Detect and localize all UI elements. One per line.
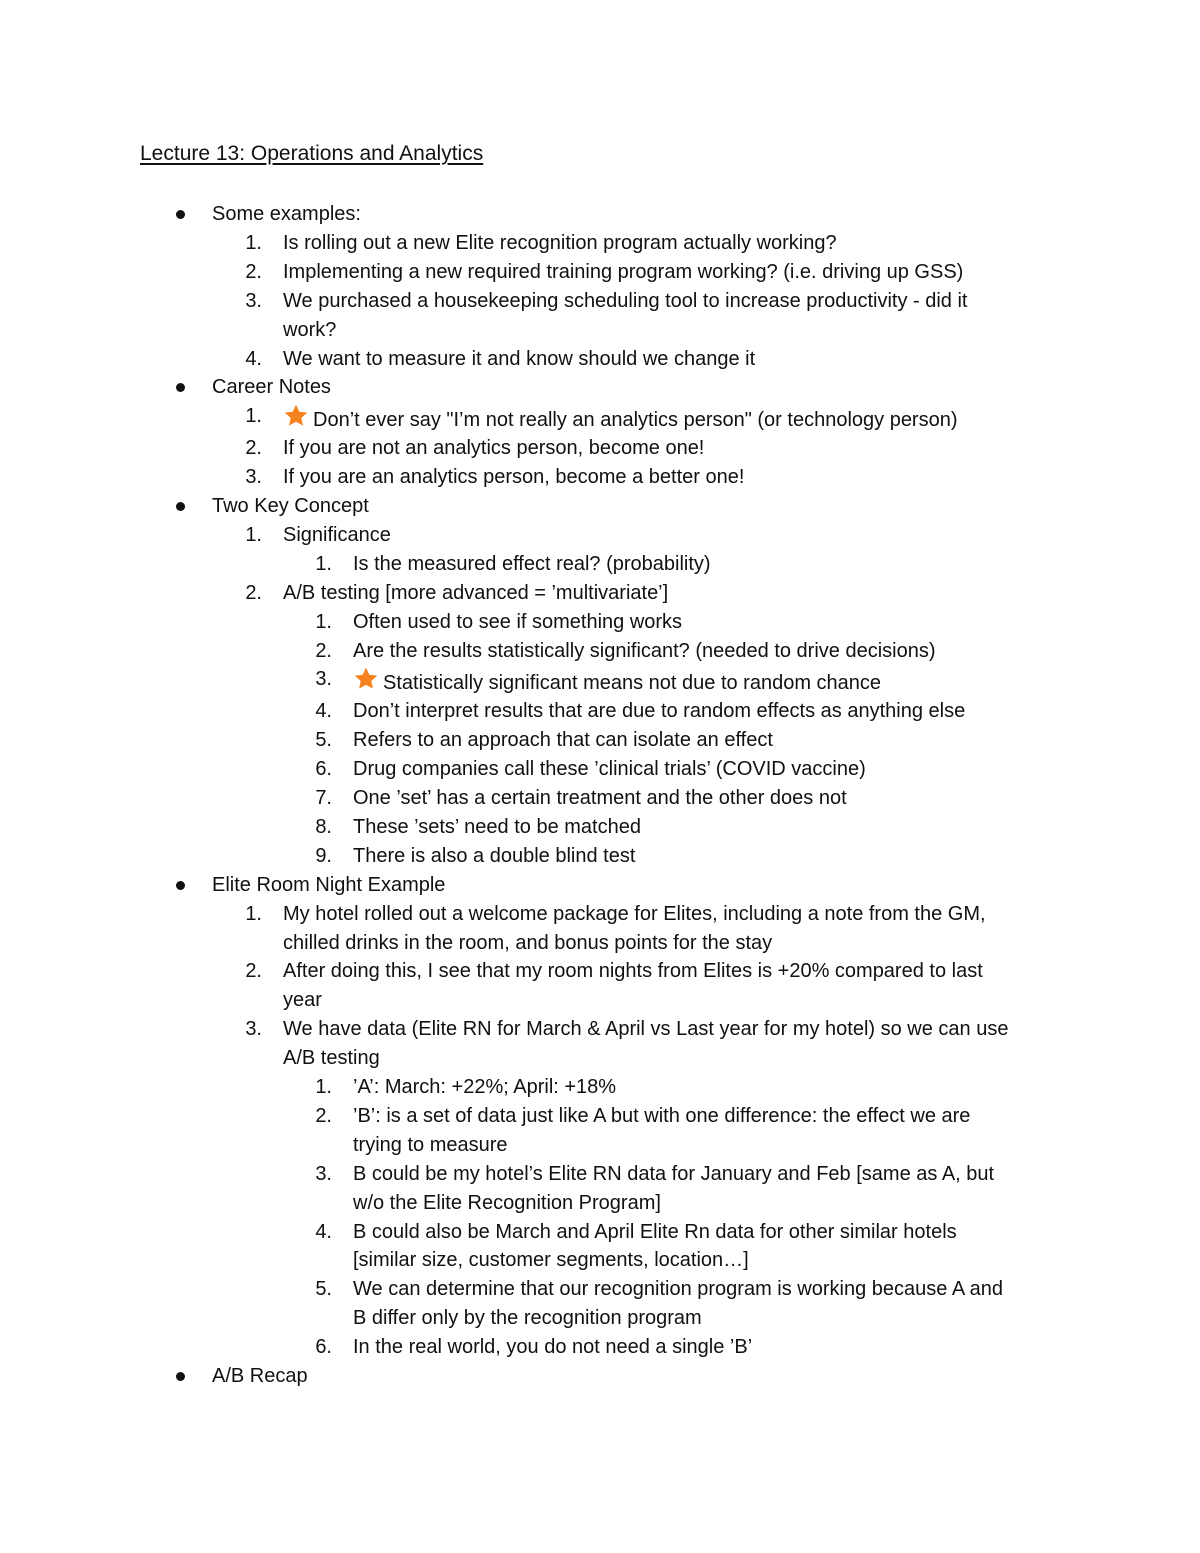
list-number: 3. bbox=[245, 289, 262, 312]
list-item-text: After doing this, I see that my room nights from Elites is +20% compared to last bbox=[283, 960, 983, 983]
list-number: 1. bbox=[315, 610, 332, 633]
list-number: 2. bbox=[245, 437, 262, 460]
section-heading-text: Elite Room Night Example bbox=[212, 873, 446, 896]
list-number: 2. bbox=[245, 960, 262, 983]
sub-list-item bbox=[353, 814, 641, 840]
list-number: 1. bbox=[245, 902, 262, 925]
bullet-icon bbox=[176, 210, 185, 219]
section-heading bbox=[212, 872, 445, 898]
sub-list-item bbox=[353, 551, 711, 577]
list-number: 4. bbox=[315, 1220, 332, 1243]
list-item bbox=[283, 435, 704, 461]
bullet-icon bbox=[176, 383, 185, 392]
sub-list-item-continuation-text: w/o the Elite Recognition Program] bbox=[353, 1191, 661, 1214]
page-title: Lecture 13: Operations and Analytics bbox=[140, 142, 484, 165]
list-number: 1. bbox=[245, 231, 262, 254]
sub-list-item-continuation bbox=[353, 1247, 749, 1273]
list-item-text: Implementing a new required training program working? (i.e. driving up GSS) bbox=[283, 260, 964, 283]
list-number: 1. bbox=[245, 523, 262, 546]
section-heading bbox=[212, 493, 369, 519]
list-item bbox=[283, 901, 986, 927]
list-number: 1. bbox=[245, 405, 262, 428]
sub-list-item-continuation bbox=[353, 1305, 702, 1331]
list-number: 1. bbox=[315, 1076, 332, 1098]
sub-list-item-text: ’A’: March: +22%; April: +18% bbox=[353, 1076, 617, 1098]
list-item bbox=[283, 464, 744, 490]
sub-list-item-text: Often used to see if something works bbox=[353, 610, 683, 633]
list-number: 1. bbox=[315, 552, 332, 575]
list-number: 3. bbox=[315, 668, 332, 691]
list-number: 6. bbox=[315, 1336, 332, 1359]
list-item-text: If you are not an analytics person, become one! bbox=[283, 437, 705, 460]
sub-list-item-text: Statistically significant means not due to random chance bbox=[383, 672, 882, 695]
list-item bbox=[283, 259, 963, 285]
bullet-icon bbox=[176, 1372, 185, 1381]
list-number: 3. bbox=[245, 1018, 262, 1041]
list-item-continuation bbox=[283, 317, 336, 343]
star-icon bbox=[353, 666, 379, 692]
sub-list-item-continuation-text: [similar size, customer segments, location…] bbox=[353, 1249, 749, 1272]
sub-list-item bbox=[353, 785, 847, 811]
sub-list-item-continuation-text: trying to measure bbox=[353, 1133, 508, 1156]
sub-list-item bbox=[353, 666, 882, 695]
section-heading-text: A/B Recap bbox=[212, 1365, 308, 1387]
sub-list-item-text: B could also be March and April Elite Rn data for other similar hotels bbox=[353, 1220, 957, 1243]
sub-list-item-text: ’B’: is a set of data just like A but with one difference: the effect we are bbox=[353, 1104, 971, 1127]
list-item-continuation bbox=[283, 930, 772, 956]
list-number: 3. bbox=[245, 466, 262, 489]
section-heading bbox=[212, 374, 331, 400]
list-number: 8. bbox=[315, 815, 332, 838]
list-item-continuation-text: work? bbox=[283, 318, 337, 341]
list-item bbox=[283, 522, 391, 548]
sub-list-item-text: Are the results statistically significant? (needed to drive decisions) bbox=[353, 639, 936, 662]
list-item-text: We want to measure it and know should we change it bbox=[283, 347, 756, 370]
star-icon bbox=[283, 403, 309, 429]
sub-list-item-text: There is also a double blind test bbox=[353, 844, 636, 867]
sub-list-item-continuation bbox=[353, 1132, 508, 1158]
sub-list-item-text: Refers to an approach that can isolate an effect bbox=[353, 729, 773, 752]
list-number: 9. bbox=[315, 844, 332, 867]
section-heading-text: Career Notes bbox=[212, 376, 331, 399]
sub-list-item-text: One ’set’ has a certain treatment and the other does not bbox=[353, 787, 847, 809]
list-number: 5. bbox=[315, 729, 332, 752]
sub-list-item-text: Drug companies call these ’clinical trials’ (COVID vaccine) bbox=[353, 758, 866, 781]
list-item-text: Don’t ever say "I’m not really an analytics person" (or technology person) bbox=[313, 409, 958, 432]
list-item bbox=[283, 1016, 1008, 1042]
list-item bbox=[283, 958, 983, 984]
sub-list-item bbox=[353, 1103, 970, 1129]
list-item-text: Significance bbox=[283, 523, 391, 546]
bullet-icon bbox=[176, 881, 185, 890]
list-item-continuation-text: A/B testing bbox=[283, 1047, 380, 1070]
list-number: 2. bbox=[315, 1104, 332, 1127]
sub-list-item-continuation bbox=[353, 1190, 661, 1216]
sub-list-item bbox=[353, 1334, 752, 1360]
sub-list-item bbox=[353, 756, 866, 782]
list-item bbox=[283, 346, 755, 372]
sub-list-item bbox=[353, 609, 682, 635]
sub-list-item-continuation-text: B differ only by the recognition program bbox=[353, 1307, 702, 1330]
section-heading-text: Two Key Concept bbox=[212, 495, 369, 517]
sub-list-item-text: Don’t interpret results that are due to random effects as anything else bbox=[353, 700, 966, 723]
list-item bbox=[283, 403, 958, 432]
list-number: 4. bbox=[315, 700, 332, 723]
sub-list-item-text: Is the measured effect real? (probability) bbox=[353, 552, 711, 575]
sub-list-item bbox=[353, 843, 635, 869]
list-number: 2. bbox=[315, 639, 332, 662]
list-item-text: A/B testing [more advanced = ’multivariate’] bbox=[283, 581, 669, 604]
list-item bbox=[283, 230, 837, 256]
list-number: 5. bbox=[315, 1278, 332, 1301]
list-item-continuation-text: year bbox=[283, 989, 322, 1012]
list-item bbox=[283, 288, 967, 314]
section-heading bbox=[212, 1363, 308, 1389]
sub-list-item-text: These ’sets’ need to be matched bbox=[353, 815, 641, 838]
section-heading bbox=[212, 201, 361, 227]
sub-list-item bbox=[353, 1219, 957, 1245]
list-number: 2. bbox=[245, 581, 262, 604]
sub-list-item bbox=[353, 638, 936, 664]
list-number: 2. bbox=[245, 260, 262, 283]
list-number: 3. bbox=[315, 1162, 332, 1185]
list-item-continuation bbox=[283, 987, 322, 1013]
sub-list-item-text: In the real world, you do not need a single ’B’ bbox=[353, 1336, 753, 1359]
list-number: 6. bbox=[315, 758, 332, 781]
list-item-text: We have data (Elite RN for March & April vs Last year for my hotel) so we can use bbox=[283, 1018, 1009, 1041]
bullet-icon bbox=[176, 502, 185, 511]
sub-list-item bbox=[353, 1276, 1003, 1302]
list-number: 7. bbox=[315, 787, 332, 809]
list-item-text: We purchased a housekeeping scheduling tool to increase productivity - did it bbox=[283, 289, 968, 312]
sub-list-item bbox=[353, 1161, 994, 1187]
section-heading-text: Some examples: bbox=[212, 203, 361, 225]
sub-list-item-text: B could be my hotel’s Elite RN data for January and Feb [same as A, but bbox=[353, 1162, 995, 1185]
list-item-text: Is rolling out a new Elite recognition program actually working? bbox=[283, 231, 837, 254]
list-item bbox=[283, 580, 668, 606]
sub-list-item bbox=[353, 1074, 616, 1100]
list-item-text: If you are an analytics person, become a better one! bbox=[283, 466, 745, 489]
sub-list-item bbox=[353, 727, 773, 753]
list-number: 4. bbox=[245, 347, 262, 370]
list-item-continuation bbox=[283, 1045, 380, 1071]
sub-list-item-text: We can determine that our recognition program is working because A and bbox=[353, 1278, 1003, 1301]
sub-list-item bbox=[353, 698, 965, 724]
list-item-continuation-text: chilled drinks in the room, and bonus points for the stay bbox=[283, 931, 773, 954]
list-item-text: My hotel rolled out a welcome package for Elites, including a note from the GM, bbox=[283, 902, 986, 925]
